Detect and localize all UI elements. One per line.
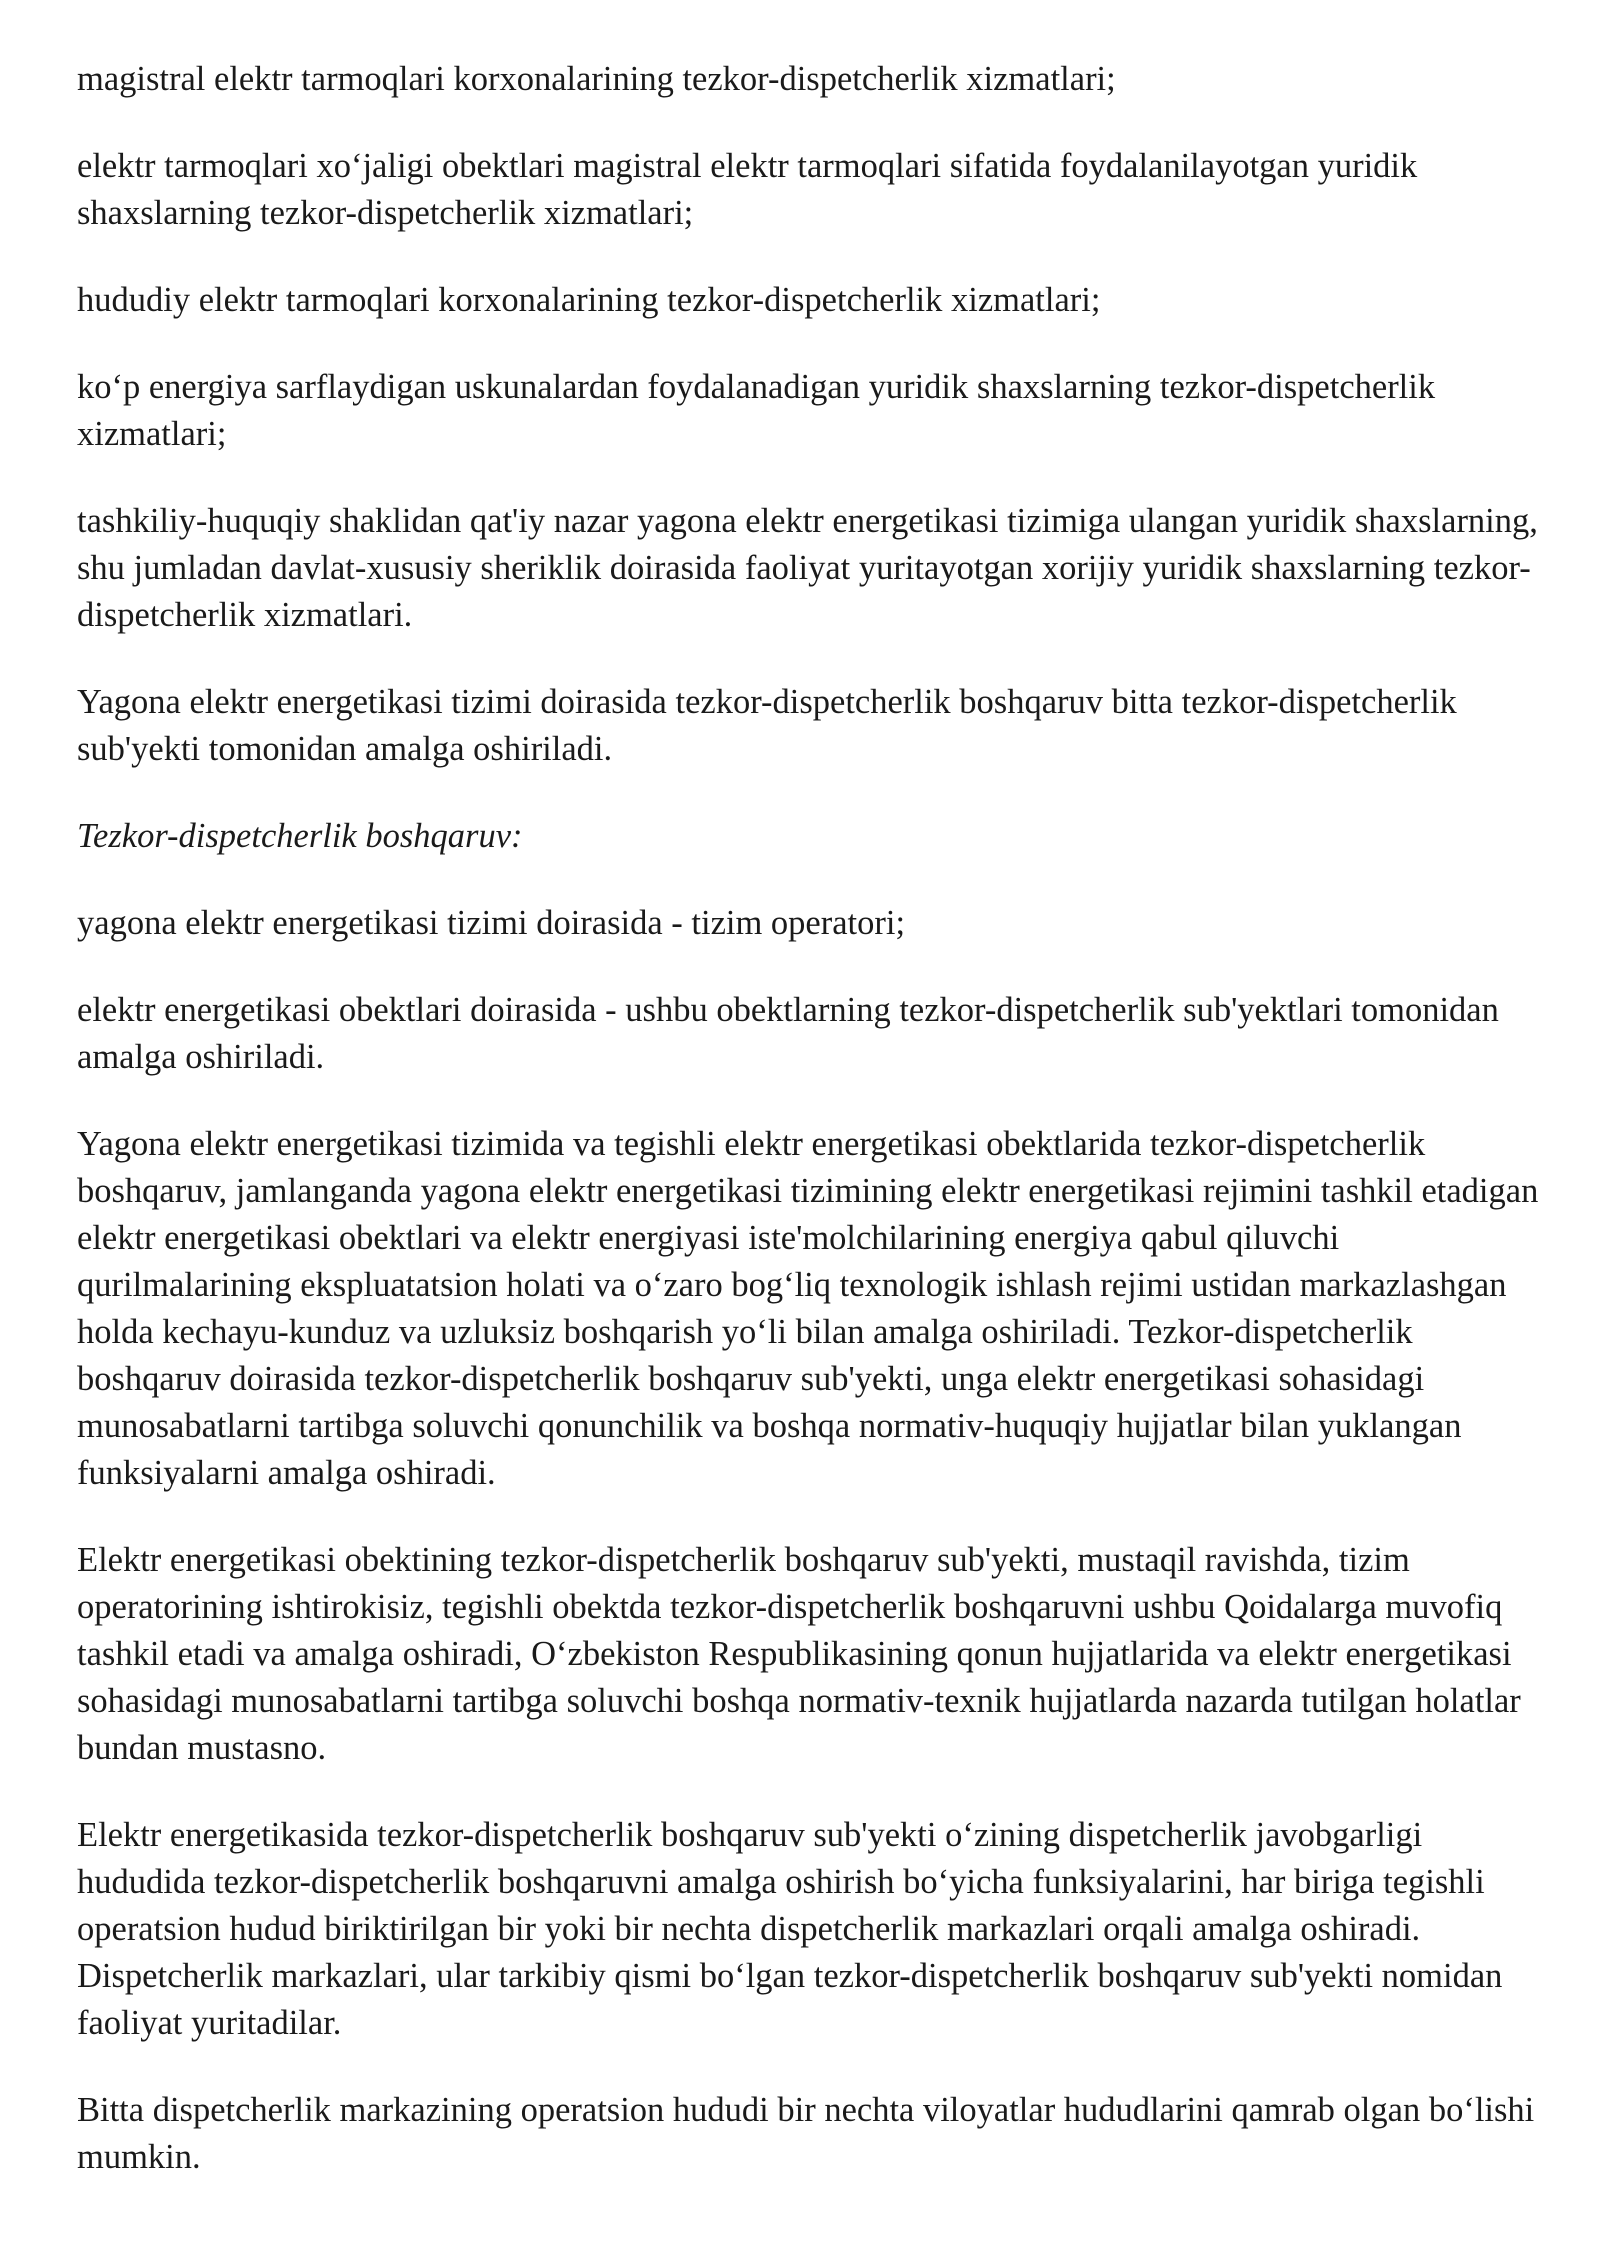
paragraph-4: ko‘p energiya sarflaydigan uskunalardan foydalanadigan yuridik shaxslarning tezkor-dispetcherlik xizmatlari; <box>77 368 1436 453</box>
paragraph-5: tashkiliy-huquqiy shaklidan qat'iy nazar yagona elektr energetikasi tizimiga ulangan yuridik shaxslarning, shu jumladan davlat-xususiy sheriklik doirasida faoliyat yuritayotgan xorijiy yuridik shaxslarning tezkor-dispetcherlik xizmatlari. <box>77 502 1538 634</box>
paragraph-8: yagona elektr energetikasi tizimi doirasida - tizim operatori; <box>77 904 906 942</box>
paragraph-6: Yagona elektr energetikasi tizimi doirasida tezkor-dispetcherlik boshqaruv bitta tezkor-dispetcherlik sub'yekti tomonidan amalga oshiriladi. <box>77 683 1457 768</box>
paragraph-9: elektr energetikasi obektlari doirasida - ushbu obektlarning tezkor-dispetcherlik sub'yektlari tomonidan amalga oshiriladi. <box>77 991 1499 1076</box>
paragraph-3: hududiy elektr tarmoqlari korxonalarining tezkor-dispetcherlik xizmatlari; <box>77 281 1101 319</box>
italic-subheading: Tezkor-dispetcherlik boshqaruv: <box>77 817 523 855</box>
paragraph-1: magistral elektr tarmoqlari korxonalarining tezkor-dispetcherlik xizmatlari; <box>77 60 1116 98</box>
paragraph-13: Bitta dispetcherlik markazining operatsion hududi bir nechta viloyatlar hududlarini qamrab olgan bo‘lishi mumkin. <box>77 2091 1535 2176</box>
paragraph-2: elektr tarmoqlari xo‘jaligi obektlari magistral elektr tarmoqlari sifatida foydalanilayotgan yuridik shaxslarning tezkor-dispetcherlik xizmatlari; <box>77 147 1418 232</box>
paragraph-10: Yagona elektr energetikasi tizimida va tegishli elektr energetikasi obektlarida tezkor-dispetcherlik boshqaruv, jamlanganda yagona elektr energetikasi tizimining elektr energetikasi rejimini tashkil etadigan elektr energetikasi obektlari va elektr energiyasi iste'molchilarining energiya qabul qiluvchi qurilmalarining ekspluatatsion holati va o‘zaro bog‘liq texnologik ishlash rejimi ustidan markazlashgan holda kechayu-kunduz va uzluksiz boshqarish yo‘li bilan amalga oshiriladi. Tezkor-dispetcherlik boshqaruv doirasida tezkor-dispetcherlik boshqaruv sub'yekti, unga elektr energetikasi sohasidagi munosabatlarni tartibga soluvchi qonunchilik va boshqa normativ-huquqiy hujjatlar bilan yuklangan funksiyalarni amalga oshiradi. <box>77 1125 1539 1492</box>
paragraph-11: Elektr energetikasi obektining tezkor-dispetcherlik boshqaruv sub'yekti, mustaqil ravishda, tizim operatorining ishtirokisiz, tegishli obektda tezkor-dispetcherlik boshqaruvni ushbu Qoidalarga muvofiq tashkil etadi va amalga oshiradi, O‘zbekiston Respublikasining qonun hujjatlarida va elektr energetikasi sohasidagi munosabatlarni tartibga soluvchi boshqa normativ-texnik hujjatlarda nazarda tutilgan holatlar bundan mustasno. <box>77 1541 1521 1767</box>
document-page <box>77 56 1557 2221</box>
paragraph-12: Elektr energetikasida tezkor-dispetcherlik boshqaruv sub'yekti o‘zining dispetcherlik javobgarligi hududida tezkor-dispetcherlik boshqaruvni amalga oshirish bo‘yicha funksiyalarini, har biriga tegishli operatsion hudud biriktirilgan bir yoki bir nechta dispetcherlik markazlari orqali amalga oshiradi. Dispetcherlik markazlari, ular tarkibiy qismi bo‘lgan tezkor-dispetcherlik boshqaruv sub'yekti nomidan faoliyat yuritadilar. <box>77 1816 1503 2042</box>
